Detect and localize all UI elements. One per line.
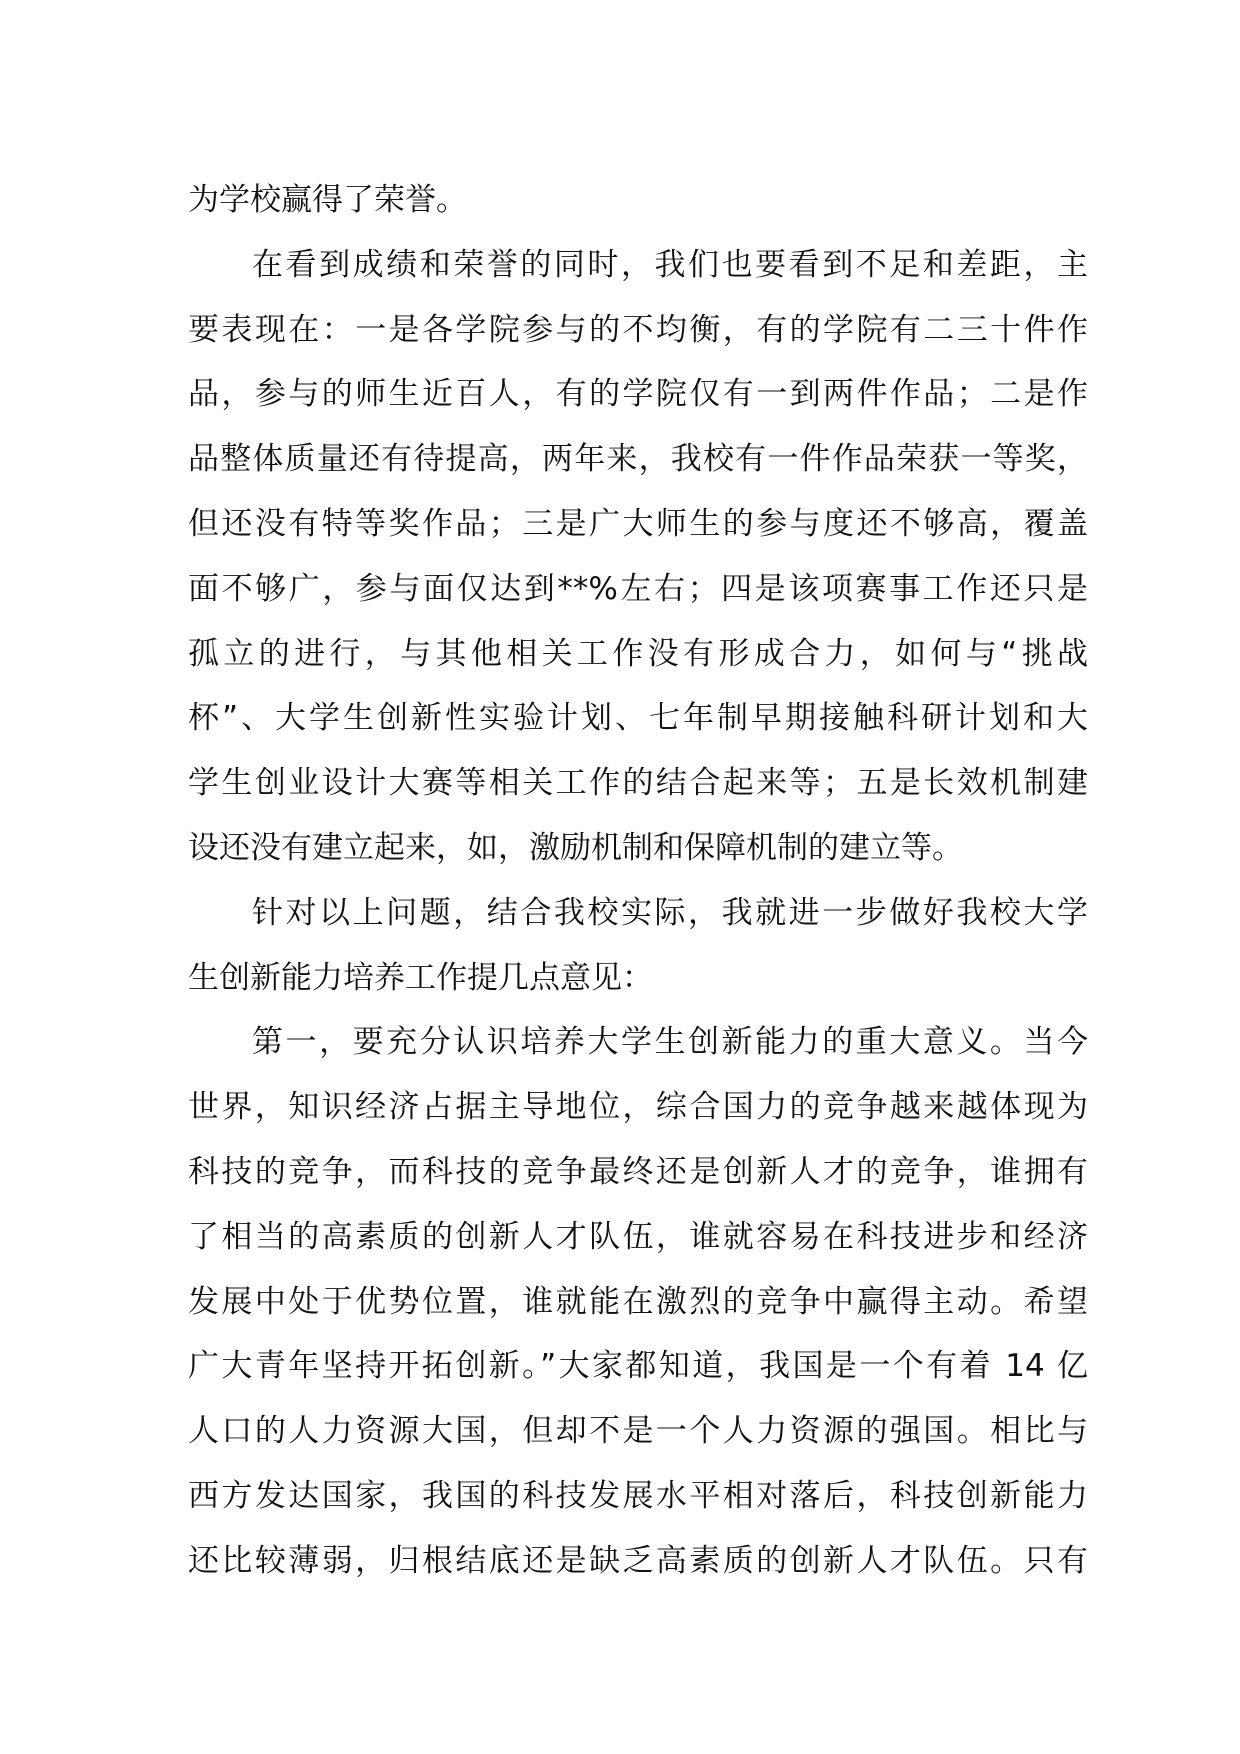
body-text [188,168,1088,1594]
text-line: 学生创业设计大赛等相关工作的结合起来等；五是长效机制建 [188,765,1088,802]
text-line: 杯”、大学生创新性实验计划、七年制早期接触科研计划和大 [188,700,1088,737]
text-line: 品整体质量还有待提高，两年来，我校有一件作品荣获一等奖， [188,441,1088,478]
text-line: 但还没有特等奖作品；三是广大师生的参与度还不够高，覆盖 [188,505,1088,542]
text-line: 西方发达国家，我国的科技发展水平相对落后，科技创新能力 [188,1477,1088,1514]
text-line: 广大青年坚持开拓创新。”大家都知道，我国是一个有着 14 亿 [188,1348,1088,1385]
text-line: 品，参与的师生近百人，有的学院仅有一到两件作品；二是作 [188,376,1088,413]
text-line: 科技的竞争，而科技的竞争最终还是创新人才的竞争，谁拥有 [188,1153,1088,1190]
text-line: 人口的人力资源大国，但却不是一个人力资源的强国。相比与 [188,1413,1088,1450]
text-line: 设还没有建立起来，如，激励机制和保障机制的建立等。 [188,829,963,866]
text-line: 第一，要充分认识培养大学生创新能力的重大意义。当今 [252,1024,1088,1061]
text-line: 孤立的进行，与其他相关工作没有形成合力，如何与“挑战 [188,635,1088,672]
text-line: 在看到成绩和荣誉的同时，我们也要看到不足和差距，主 [252,246,1088,283]
text-line: 为学校赢得了荣誉。 [188,182,467,218]
text-line: 面不够广，参与面仅达到**%左右；四是该项赛事工作还只是 [188,570,1088,607]
text-line: 生创新能力培养工作提几点意见： [188,959,653,996]
text-line: 了相当的高素质的创新人才队伍，谁就容易在科技进步和经济 [188,1218,1088,1255]
text-line: 还比较薄弱，归根结底还是缺乏高素质的创新人才队伍。只有 [188,1542,1088,1579]
text-line: 世界，知识经济占据主导地位，综合国力的竞争越来越体现为 [188,1089,1088,1126]
text-line: 要表现在：一是各学院参与的不均衡，有的学院有二三十件作 [188,311,1088,348]
text-line: 针对以上问题，结合我校实际，我就进一步做好我校大学 [252,894,1088,931]
text-line: 发展中处于优势位置，谁就能在激烈的竞争中赢得主动。希望 [188,1283,1088,1320]
